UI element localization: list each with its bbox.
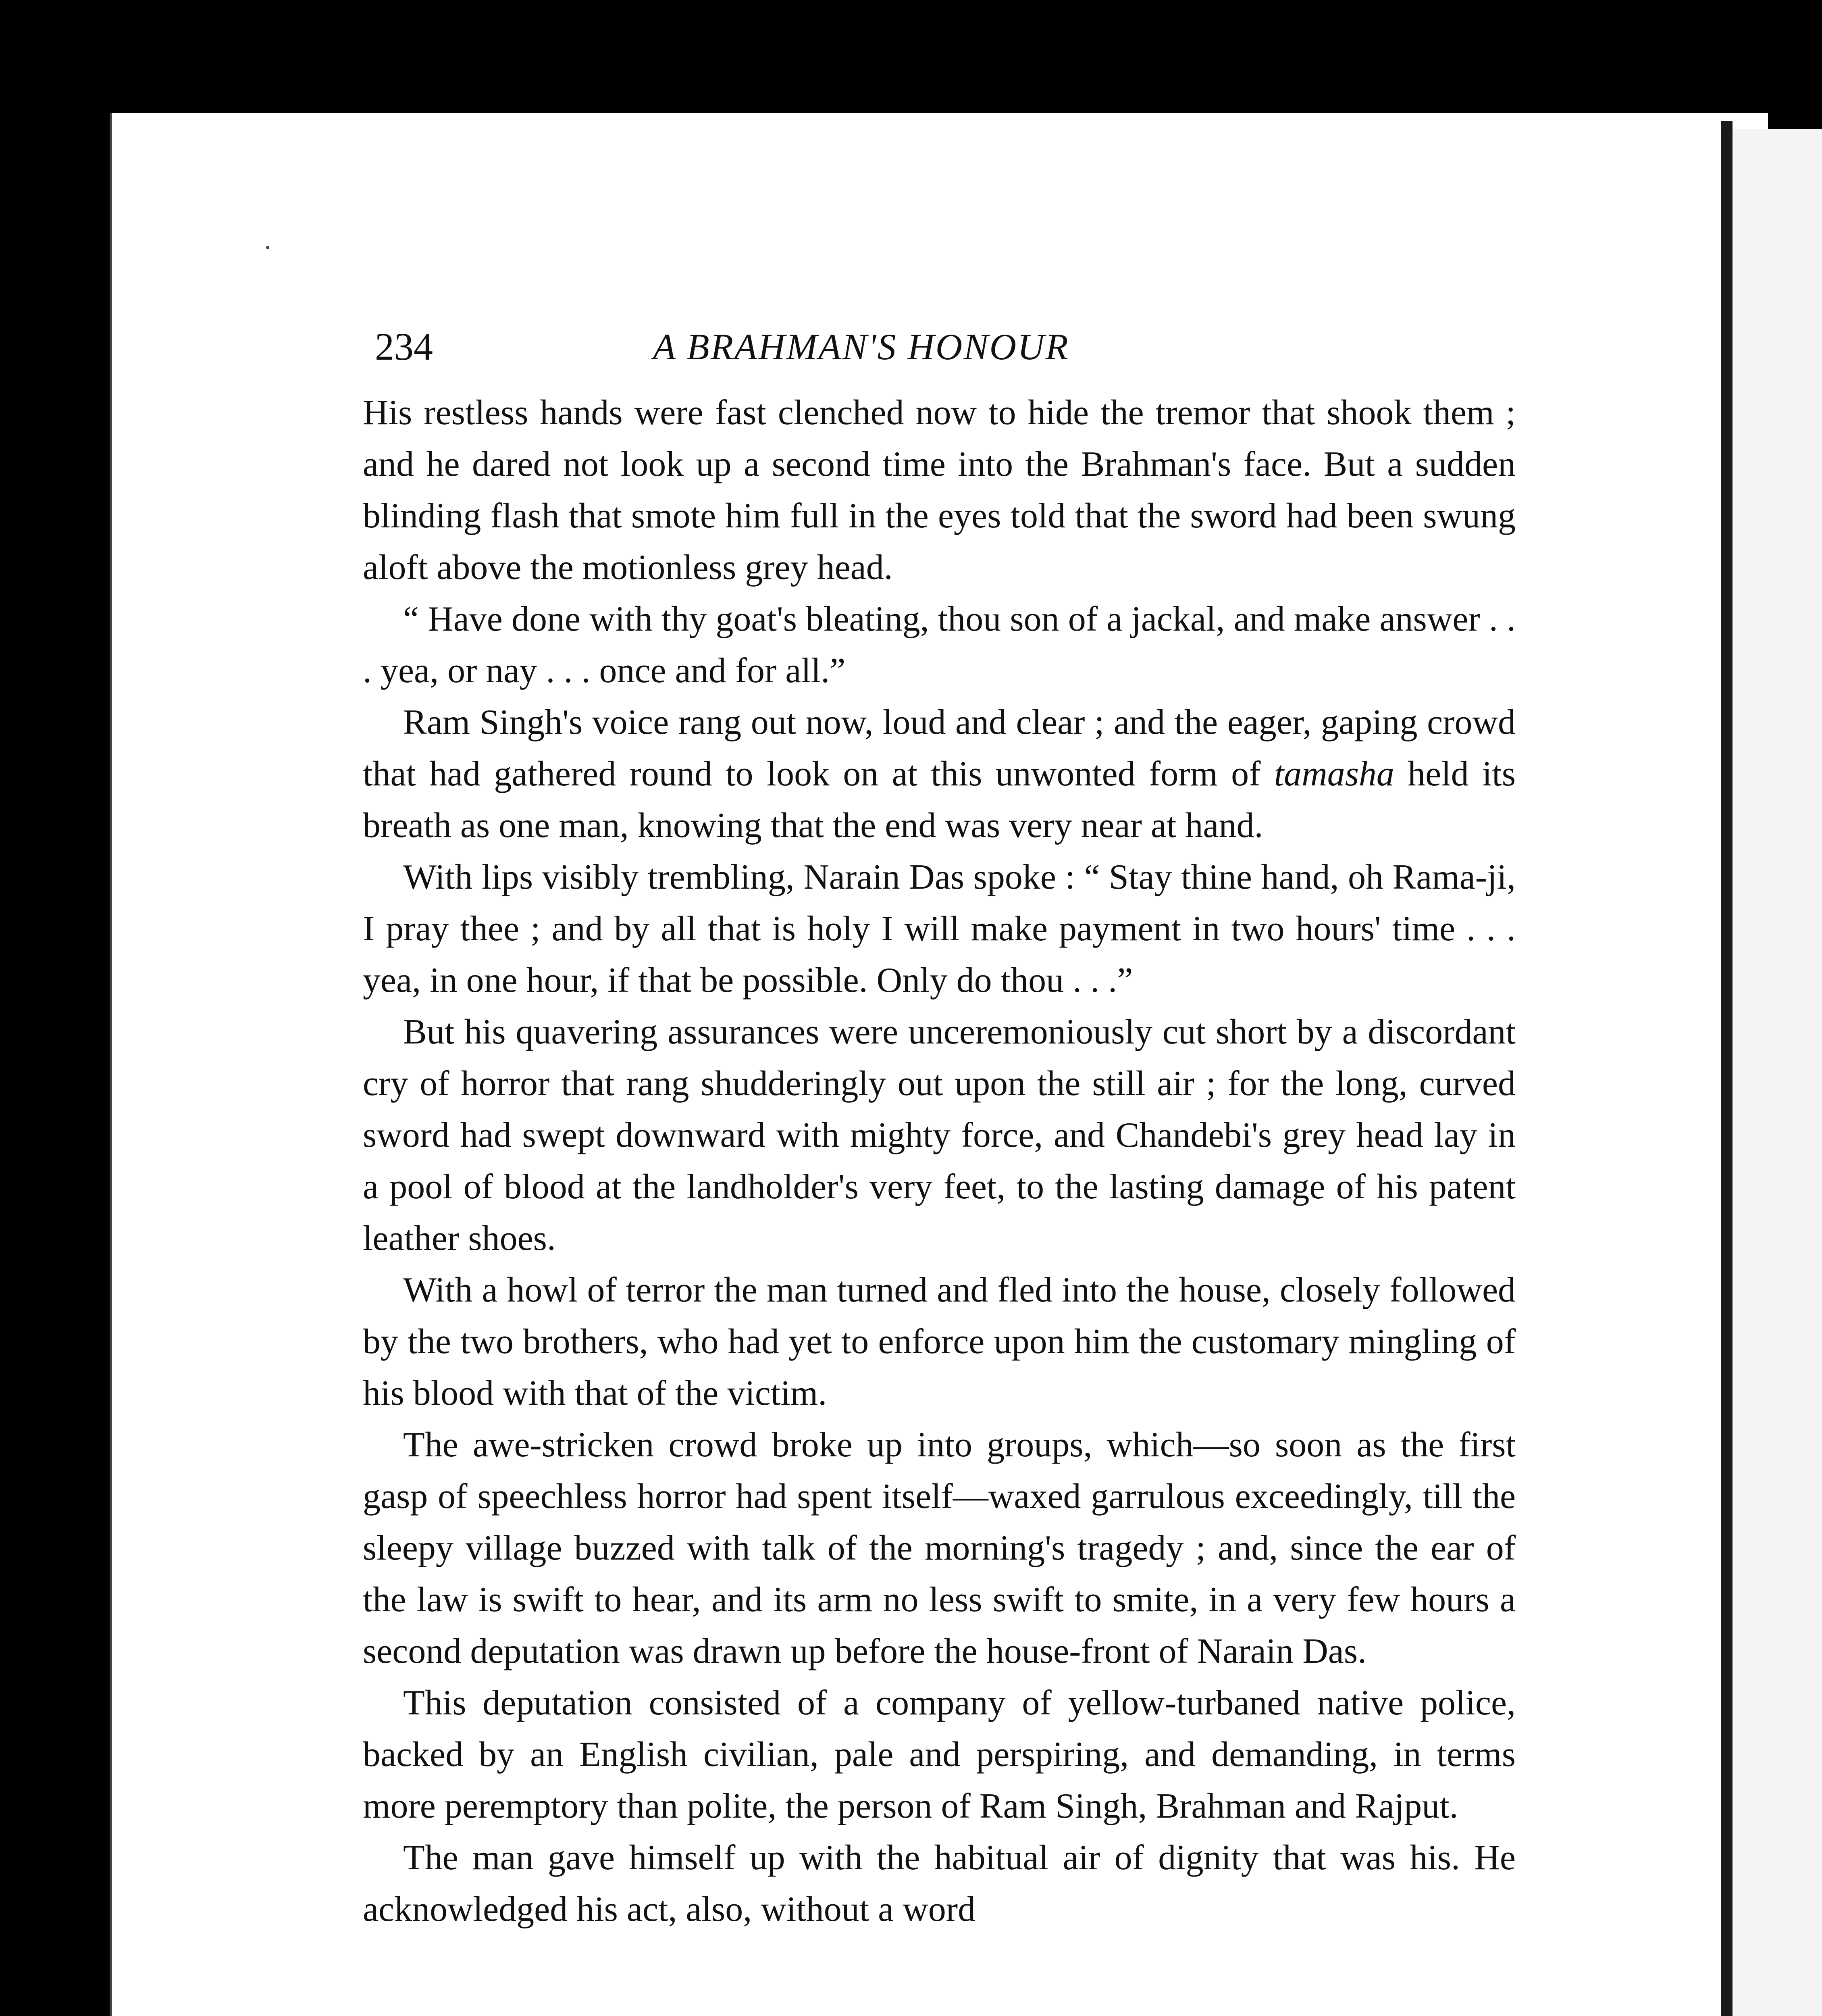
paragraph: With lips visibly trembling, Narain Das spoke : “ Stay thine hand, oh Rama-ji, I pray thee ; and by all that is holy I will make payment in two hours' time . . . yea, in one hour, if that be possible. Only do thou . . .” — [363, 858, 1516, 1000]
paragraph-text: Ram Singh's voice rang out now, loud and clear ; and the eager, gaping crowd that had gathered round to look on at this unwonted form of — [363, 703, 1516, 793]
paragraph: This deputation consisted of a company of yellow-turbaned native police, backed by an English civilian, pale and perspiring, and demanding, in terms more peremptory than polite, the person of Ram Singh, Brahman and Rajput. — [363, 1683, 1516, 1826]
ink-speck — [266, 246, 269, 249]
italic-word: tamasha — [1274, 754, 1394, 793]
paragraph — [363, 697, 1516, 852]
body-text — [363, 387, 1516, 1935]
paragraph: His restless hands were fast clenched now to hide the tremor that shook them ; and he dared not look up a second time into the Brahman's face. But a sudden blinding flash that smote him full in the eyes told that the sword had been swung aloft above the motionless grey head. — [363, 393, 1516, 587]
paragraph: The awe-stricken crowd broke up into groups, which—so soon as the first gasp of speechless horror had spent itself—waxed garrulous exceedingly, till the sleepy village buzzed with talk of the morning's tragedy ; and, since the ear of the law is swift to hear, and its arm no less swift to smite, in a very few hours a second deputation was drawn up before the house-front of Narain Das. — [363, 1425, 1516, 1671]
paragraph-text: held its breath as one man, knowing that the end was very near at hand. — [363, 754, 1516, 845]
paragraph: The man gave himself up with the habitual air of dignity that was his. He acknowledged his act, also, without a word — [363, 1838, 1516, 1929]
running-title: A BRAHMAN'S HONOUR — [653, 326, 1069, 367]
paragraph: But his quavering assurances were unceremoniously cut short by a discordant cry of horror that rang shudderingly out upon the still air ; for the long, curved sword had swept downward with mighty force, and Chandebi's grey head lay in a pool of blood at the landholder's very feet, to the lasting damage of his patent leather shoes. — [363, 1012, 1516, 1258]
paragraph: With a howl of terror the man turned and fled into the house, closely followed by the two brothers, who had yet to enforce upon him the customary mingling of his blood with that of the victim. — [363, 1270, 1516, 1413]
page-number: 234 — [375, 325, 433, 368]
running-head — [375, 323, 1524, 371]
facing-page-edge — [1733, 129, 1822, 2016]
paragraph: “ Have done with thy goat's bleating, thou son of a jackal, and make answer . . . yea, or nay . . . once and for all.” — [363, 600, 1516, 690]
page-gutter — [1721, 121, 1733, 2016]
